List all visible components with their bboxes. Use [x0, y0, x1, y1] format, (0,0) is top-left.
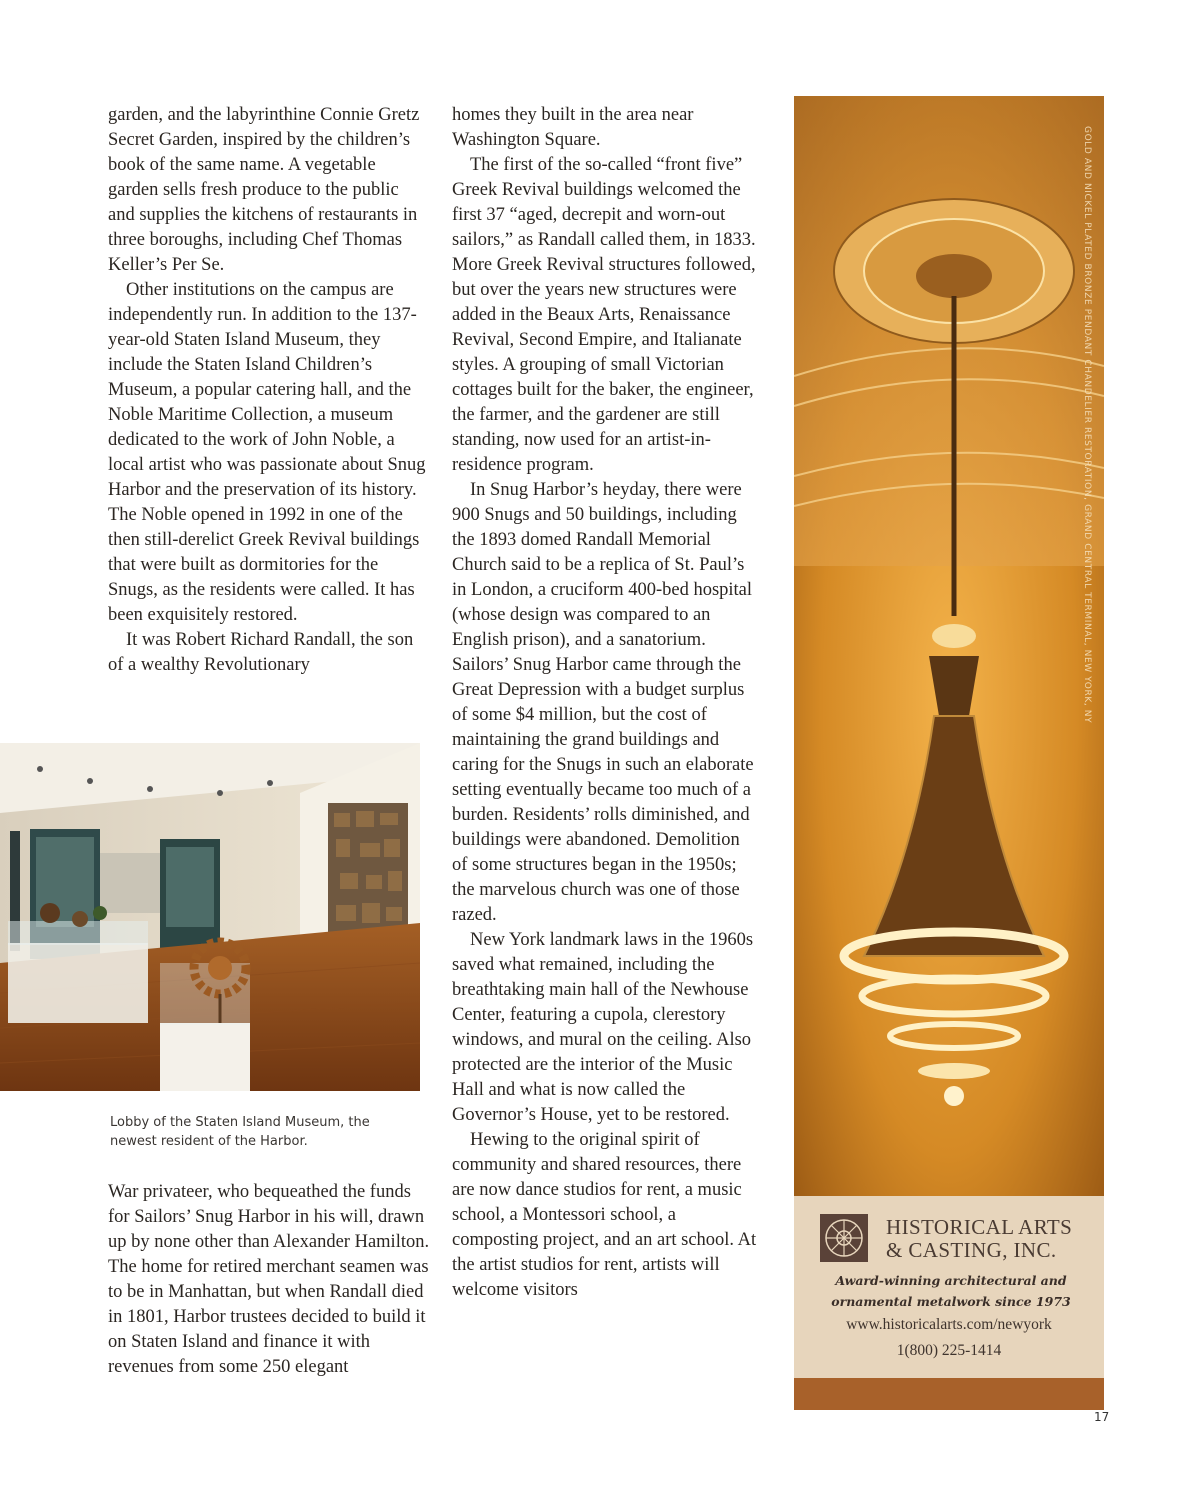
- article-column-1-top: [108, 103, 428, 678]
- article-column-1-bottom: [108, 1180, 436, 1380]
- ad-info-panel: [794, 1196, 1104, 1410]
- ad-phone-number: 1(800) 225-1414: [896, 1342, 1002, 1359]
- paragraph: The first of the so-called “front five” Greek Revival buildings welcomed the first 37 “aged, decrepit and worn-out sailors,” as Randall called them, in 1833. More Greek Revival structures followed, but over the years new structures were added in the Beaux Arts, Renaissance Revival, Second Empire, and Italianate styles. A grouping of small Victorian cottages built for the baker, the engineer, the farmer, and the gardener are still standing, now used for an artist-in-residence program.: [452, 155, 756, 475]
- historical-arts-advertisement: [794, 96, 1104, 1410]
- paragraph: garden, and the labyrinthine Connie Gretz Secret Garden, inspired by the children’s book of the same name. A vegetable garden sells fresh produce to the public and supplies the kitchens of restaurants in three boroughs, including Chef Thomas Keller’s Per Se.: [108, 105, 420, 275]
- ad-company-name: [886, 1216, 1096, 1262]
- paragraph: homes they built in the area near Washington Square.: [452, 105, 694, 150]
- ad-tagline-line-1: Award-winning architectural and: [835, 1273, 1067, 1288]
- ad-footer-band: [794, 1378, 1104, 1410]
- ad-tagline: [806, 1270, 1096, 1312]
- paragraph: In Snug Harbor’s heyday, there were 900 Snugs and 50 buildings, including the 1893 domed Randall Memorial Church said to be a replica of St. Paul’s in London, a cruciform 400-bed hospital (whose design was compared to an English prison), and a sanatorium. Sailors’ Snug Harbor came through the Great Depression with a budget surplus of some $4 million, but the cost of maintaining the grand buildings and caring for the Snugs in such an elaborate setting eventually became too much of a burden. Residents’ rolls diminished, and buildings were abandoned. Demolition of some structures began in the 1950s; the marvelous church was one of those razed.: [452, 480, 754, 925]
- chandelier-photo: [794, 96, 1104, 1196]
- museum-lobby-photo: [0, 743, 420, 1091]
- ad-website-link[interactable]: www.historicalarts.com/newyork: [846, 1316, 1052, 1333]
- paragraph: Other institutions on the campus are independently run. In addition to the 137-year-old Staten Island Museum, they include the Staten Island Children’s Museum, a popular catering hall, and the Noble Maritime Collection, a museum dedicated to the work of John Noble, a local artist who was passionate about Snug Harbor and the preservation of its history. The Noble opened in 1992 in one of the then still-derelict Greek Revival buildings that were built as dormitories for the Snugs, as the residents were called. It has been exquisitely restored.: [108, 280, 426, 625]
- paragraph: Hewing to the original spirit of community and shared resources, there are now dance studios for rent, a music school, a Montessori school, a composting project, and an art school. At the artist studios for rent, artists will welcome visitors: [452, 1130, 757, 1300]
- ad-name-line-2: & CASTING, INC.: [886, 1238, 1057, 1262]
- rose-window-logo: [820, 1214, 868, 1262]
- photo-caption: Lobby of the Staten Island Museum, the newest resident of the Harbor.: [110, 1115, 370, 1149]
- paragraph: War privateer, who bequeathed the funds for Sailors’ Snug Harbor in his will, drawn up by none other than Alexander Hamilton. The home for retired merchant seamen was to be in Manhattan, but when Randall died in 1801, Harbor trustees decided to build it on Staten Island and finance it with revenues from some 250 elegant: [108, 1182, 430, 1377]
- article-column-2: [452, 103, 757, 1303]
- paragraph: It was Robert Richard Randall, the son of a wealthy Revolutionary: [108, 630, 414, 675]
- photo-credit: GOLD AND NICKEL PLATED BRONZE PENDANT CHANDELIER RESTORATION, GRAND CENTRAL TERMINAL, NEW YORK, NY: [1082, 126, 1092, 724]
- page-number: 17: [1094, 1410, 1110, 1424]
- paragraph: New York landmark laws in the 1960s saved what remained, including the breathtaking main hall of the Newhouse Center, featuring a cupola, clerestory windows, and mural on the ceiling. Also protected are the interior of the Music Hall and what is now called the Governor’s House, yet to be restored.: [452, 930, 754, 1125]
- ad-tagline-line-2: ornamental metalwork since 1973: [831, 1294, 1071, 1309]
- ad-name-line-1: HISTORICAL ARTS: [886, 1215, 1073, 1239]
